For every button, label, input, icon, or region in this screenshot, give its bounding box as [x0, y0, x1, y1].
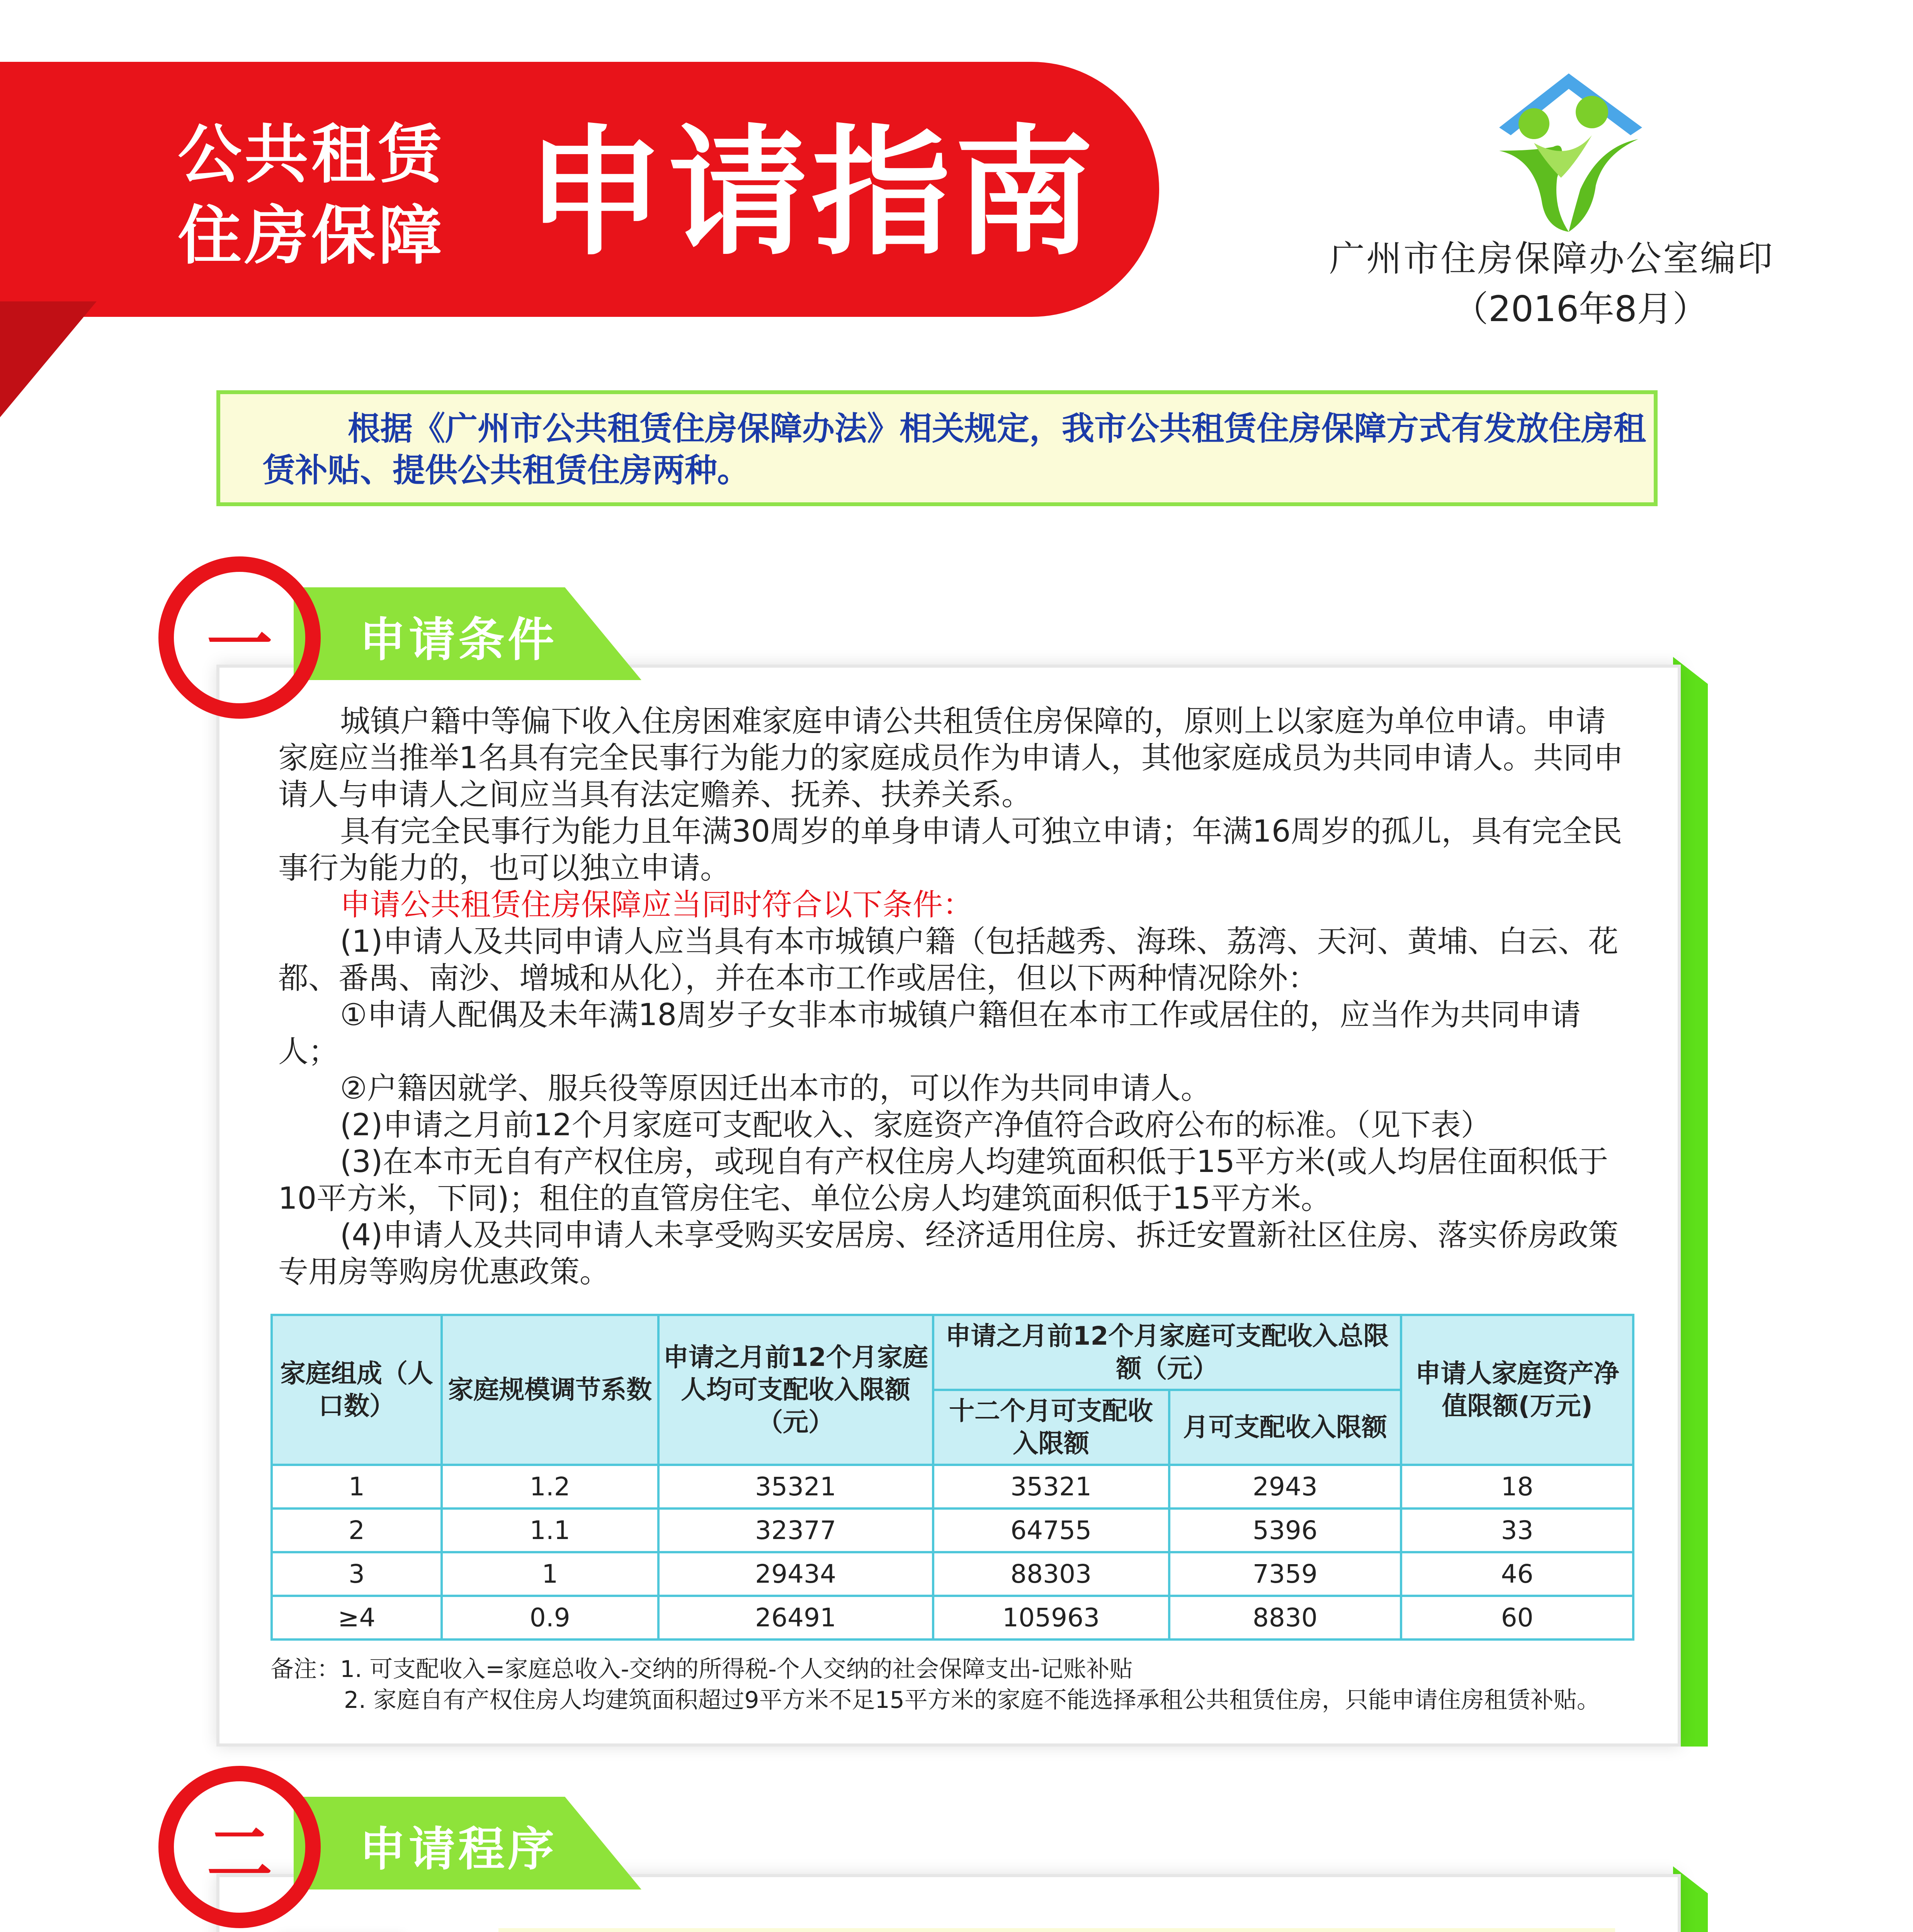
col-header-annual-limit: 十二个月可支配收入限额: [933, 1390, 1169, 1465]
section2-number: 二: [206, 1816, 272, 1892]
table-cell: 26491: [658, 1596, 933, 1639]
table-cell: 88303: [933, 1552, 1169, 1596]
table-cell: 35321: [933, 1465, 1169, 1509]
condition-item: (2)申请之月前12个月家庭可支配收入、家庭资产净值符合政府公布的标准。（见下表）: [340, 1108, 1491, 1143]
income-limit-table: [270, 1314, 1634, 1641]
section1-number: 一: [206, 606, 272, 683]
page-title: 申请指南: [525, 112, 1097, 274]
table-cell: 105963: [933, 1596, 1169, 1639]
table-cell: 60: [1401, 1596, 1633, 1639]
table-notes: [270, 1654, 1600, 1716]
conditions-heading: 申请公共租赁住房保障应当同时符合以下条件：: [340, 888, 973, 922]
banner-tail: [0, 301, 97, 417]
table-cell: 3: [272, 1552, 442, 1596]
section1-title: 申请条件: [359, 613, 557, 667]
table-cell: 64755: [933, 1509, 1169, 1552]
table-cell: 35321: [658, 1465, 933, 1509]
table-cell: ≥4: [272, 1596, 442, 1639]
paragraph: 具有完全民事行为能力且年满30周岁的单身申请人可独立申请；年满16周岁的孤儿，具有完全民事行为能力的，也可以独立申请。: [278, 814, 1622, 886]
table-cell: 1.1: [442, 1509, 658, 1552]
table-row: [272, 1509, 1633, 1552]
condition-item: (3)在本市无自有产权住房，或现自有产权住房人均建筑面积低于15平方米(或人均居住面积低于10平方米，下同)；租住的直管房住宅、单位公房人均建筑面积低于15平方米。: [278, 1145, 1609, 1216]
note-line: 2. 家庭自有产权住房人均建筑面积超过9平方米不足15平方米的家庭不能选择承租公共租赁住房，只能申请住房租赁补贴。: [344, 1687, 1600, 1714]
table-row: [272, 1552, 1633, 1596]
table-cell: 7359: [1169, 1552, 1401, 1596]
table-cell: 2943: [1169, 1465, 1401, 1509]
col-header-family-size: 家庭组成（人口数）: [272, 1315, 442, 1465]
paragraph: 城镇户籍中等偏下收入住房困难家庭申请公共租赁住房保障的，原则上以家庭为单位申请。申请家庭应当推举1名具有完全民事行为能力的家庭成员作为申请人，其他家庭成员为共同申请人。共同申请人与申请人之间应当具有法定赡养、抚养、扶养关系。: [278, 704, 1624, 812]
title-small-line2: 住房保障: [178, 199, 445, 273]
publish-date: （2016年8月）: [1453, 288, 1708, 330]
table-row: [272, 1465, 1633, 1509]
col-header-per-capita-limit: 申请之月前12个月家庭人均可支配收入限额（元）: [658, 1315, 933, 1465]
table-cell: 0.9: [442, 1596, 658, 1639]
note-line: 备注：1. 可支配收入=家庭总收入-交纳的所得税-个人交纳的社会保障支出-记账补贴: [270, 1656, 1133, 1683]
table-cell: 2: [272, 1509, 442, 1552]
condition-item: ②户籍因就学、服兵役等原因迁出本市的，可以作为共同申请人。: [340, 1071, 1211, 1106]
col-header-coefficient: 家庭规模调节系数: [442, 1315, 658, 1465]
title-small-line1: 公共租赁: [178, 117, 445, 192]
condition-item: ①申请人配偶及未年满18周岁子女非本市城镇户籍但在本市工作或居住的，应当作为共同申请人；: [278, 998, 1581, 1069]
condition-item: (4)申请人及共同申请人未享受购买安居房、经济适用住房、拆迁安置新社区住房、落实侨房政策专用房等购房优惠政策。: [278, 1218, 1619, 1289]
section2-title: 申请程序: [359, 1823, 557, 1876]
table-cell: 46: [1401, 1552, 1633, 1596]
table-row: [272, 1596, 1633, 1639]
table-cell: 18: [1401, 1465, 1633, 1509]
col-header-monthly-limit: 月可支配收入限额: [1169, 1390, 1401, 1465]
col-header-asset-limit: 申请人家庭资产净值限额(万元): [1401, 1315, 1633, 1465]
table-cell: 32377: [658, 1509, 933, 1552]
table-cell: 29434: [658, 1552, 933, 1596]
table-cell: 1: [442, 1552, 658, 1596]
step-description: [498, 1928, 1615, 1932]
intro-text: 根据《广州市公共租赁住房保障办法》相关规定，我市公共租赁住房保障方式有发放住房租赁补贴、提供公共租赁住房两种。: [263, 410, 1646, 489]
table-cell: 8830: [1169, 1596, 1401, 1639]
condition-item: (1)申请人及共同申请人应当具有本市城镇户籍（包括越秀、海珠、荔湾、天河、黄埔、白云、花都、番禺、南沙、增城和从化），并在本市工作或居住，但以下两种情况除外：: [278, 924, 1619, 996]
housing-logo-icon: [1476, 62, 1661, 243]
table-cell: 33: [1401, 1509, 1633, 1552]
section1-body: [278, 703, 1631, 1291]
publisher-org: 广州市住房保障办公室编印: [1329, 238, 1775, 279]
table-cell: 5396: [1169, 1509, 1401, 1552]
col-header-total-limit: 申请之月前12个月家庭可支配收入总限额（元）: [933, 1315, 1401, 1390]
table-cell: 1.2: [442, 1465, 658, 1509]
table-cell: 1: [272, 1465, 442, 1509]
